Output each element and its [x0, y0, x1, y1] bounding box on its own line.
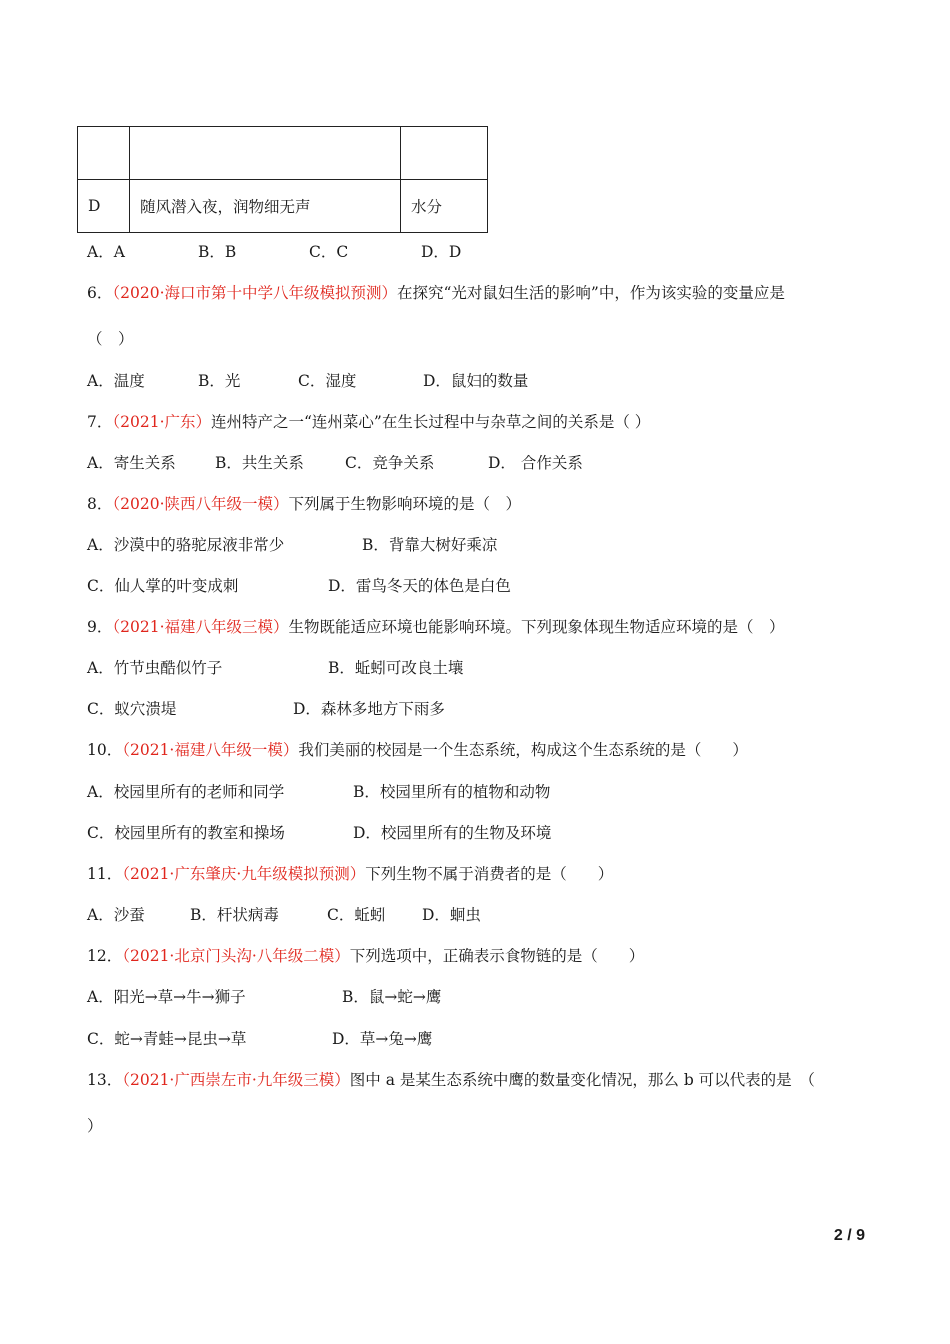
- question-number: 11．: [87, 865, 123, 883]
- question-10: [87, 738, 748, 760]
- option-b: B．鼠→蛇→鹰: [342, 988, 442, 1006]
- question-stem: 下列属于生物影响环境的是（ ）: [288, 495, 522, 513]
- option-b: B．背靠大树好乘凉: [362, 536, 498, 554]
- question-number: 12．: [87, 947, 123, 965]
- option-b: B．蚯蚓可改良土壤: [328, 659, 464, 677]
- question-source: （2021·广西崇左市·九年级三模）: [122, 1071, 350, 1089]
- option-a: A．阳光→草→牛→狮子: [87, 988, 246, 1006]
- question-8: [87, 492, 521, 514]
- option-a: A．寄生关系: [87, 454, 176, 472]
- option-c: C．蛇→青蛙→昆虫→草: [87, 1030, 247, 1048]
- question-stem: 图中 a 是某生态系统中鹰的数量变化情况，那么 b 可以代表的是 （: [349, 1071, 815, 1089]
- option-c: C．C: [309, 243, 349, 261]
- question-6-blank: （ ）: [87, 330, 134, 348]
- option-d: D．蛔虫: [422, 906, 481, 924]
- option-b: B．校园里所有的植物和动物: [353, 783, 551, 801]
- question-source: （2021·福建八年级一模）: [122, 741, 299, 759]
- question-source: （2021·广东肇庆·九年级模拟预测）: [122, 865, 366, 883]
- question-stem: 下列选项中，正确表示食物链的是（ ）: [349, 947, 645, 965]
- option-c: C．校园里所有的教室和操场: [87, 824, 285, 842]
- table-cell: [130, 127, 401, 180]
- option-d: D．雷鸟冬天的体色是白色: [328, 577, 511, 595]
- table-row: [78, 180, 488, 233]
- question-stem: 我们美丽的校园是一个生态系统，构成这个生态系统的是（ ）: [298, 741, 748, 759]
- option-b: B．共生关系: [215, 454, 304, 472]
- option-a: A．沙漠中的骆驼尿液非常少: [87, 536, 285, 554]
- option-a: A．校园里所有的老师和同学: [87, 783, 285, 801]
- table-cell: D: [78, 180, 130, 233]
- question-source: （2021·北京门头沟·八年级二模）: [122, 947, 350, 965]
- table-cell: [401, 127, 488, 180]
- question-12: [87, 944, 644, 966]
- option-d: D．草→兔→鹰: [332, 1030, 433, 1048]
- option-a: A．沙蚕: [87, 906, 145, 924]
- option-d: D．校园里所有的生物及环境: [353, 824, 552, 842]
- option-d: D． 合作关系: [488, 454, 583, 472]
- option-b: B．光: [198, 372, 241, 390]
- question-number: 7．: [87, 413, 113, 431]
- option-c: C．湿度: [298, 372, 357, 390]
- question-13-blank: ）: [87, 1117, 103, 1135]
- question-source: （2021·广东）: [112, 413, 211, 431]
- table-cell: 水分: [401, 180, 488, 233]
- question-number: 8．: [87, 495, 113, 513]
- table-cell: [78, 127, 130, 180]
- question-source: （2021·福建八年级三模）: [112, 618, 289, 636]
- question-number: 9．: [87, 618, 113, 636]
- question-13: [87, 1068, 815, 1090]
- question-source: （2020·陕西八年级一模）: [112, 495, 289, 513]
- option-c: C．蚯蚓: [327, 906, 386, 924]
- question-number: 10．: [87, 741, 123, 759]
- question-stem: 生物既能适应环境也能影响环境。下列现象体现生物适应环境的是（ ）: [288, 618, 785, 636]
- question-source: （2020·海口市第十中学八年级模拟预测）: [112, 284, 397, 302]
- option-d: D．森林多地方下雨多: [293, 700, 445, 718]
- option-d: D．鼠妇的数量: [423, 372, 529, 390]
- question-stem: 下列生物不属于消费者的是（ ）: [365, 865, 614, 883]
- option-a: A．温度: [87, 372, 145, 390]
- question-9: [87, 615, 785, 637]
- page-number: 2 / 9: [833, 1227, 865, 1244]
- option-c: C．竞争关系: [345, 454, 435, 472]
- question-stem: 在探究“光对鼠妇生活的影响”中，作为该实验的变量应是: [397, 284, 785, 302]
- question-number: 6．: [87, 284, 113, 302]
- option-a: A．竹节虫酷似竹子: [87, 659, 223, 677]
- question-11: [87, 862, 613, 884]
- table-row: [78, 127, 488, 180]
- option-b: B．杆状病毒: [190, 906, 279, 924]
- option-a: A．A: [87, 243, 125, 261]
- question-6: [87, 281, 785, 303]
- option-c: C．蚁穴溃堤: [87, 700, 177, 718]
- question-7: [87, 410, 650, 432]
- option-d: D．D: [421, 243, 462, 261]
- question-number: 13．: [87, 1071, 123, 1089]
- answer-table: [77, 126, 488, 233]
- table-cell: 随风潜入夜，润物细无声: [130, 180, 401, 233]
- question-stem: 连州特产之一“连州菜心”在生长过程中与杂草之间的关系是（ ）: [211, 413, 651, 431]
- option-c: C．仙人掌的叶变成刺: [87, 577, 239, 595]
- option-b: B．B: [198, 243, 237, 261]
